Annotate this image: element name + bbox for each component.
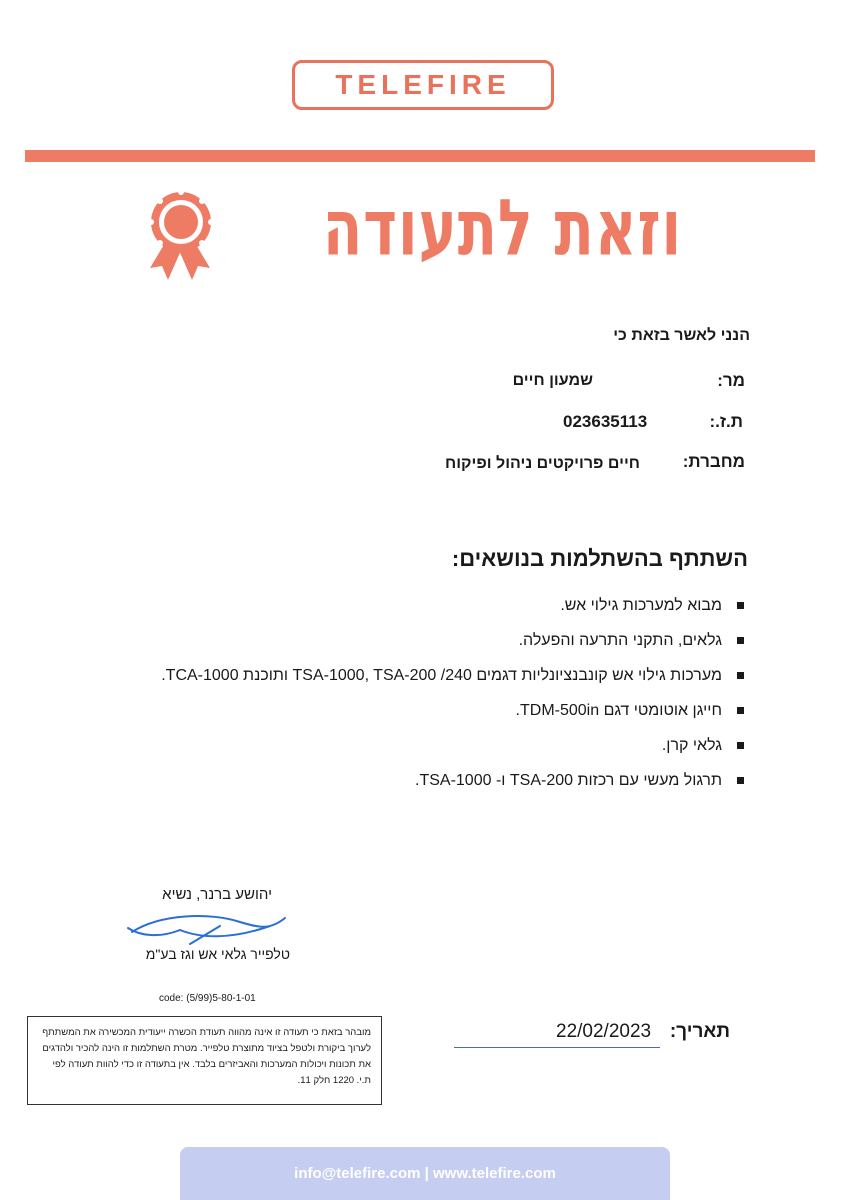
signer-company: טלפייר גלאי אש וגז בע"מ (145, 946, 290, 962)
list-item: גלאים, התקני התרעה והפעלה. (68, 631, 748, 650)
disclaimer-box: מובהר בזאת כי תעודה זו אינה מהווה תעודת הכשרה ייעודית המכשירה את המשתתף לערוך ביקורת ולטפל בציוד מתוצרת טלפייר. מטרת השתלמות זו הינה להכיר ולהדגים את תכונות ויכולות המערכות והאביזרים בלבד. אין בתעודה זו כדי להוות תעודה לפי ת.י. 1220 חלק 11. (27, 1016, 382, 1105)
bullet-icon (737, 672, 744, 679)
list-item: תרגול מעשי עם רכזות TSA-200 ו- TSA-1000. (68, 771, 748, 790)
footer-contact-bar: info@telefire.com | www.telefire.com (180, 1147, 670, 1200)
date-value: 22/02/2023 (556, 1021, 652, 1042)
header-divider (25, 150, 815, 162)
telefire-logo: TELEFIRE (292, 60, 554, 110)
list-item: חייגן אוטומטי דגם TDM-500in. (68, 701, 748, 720)
bullet-icon (737, 602, 744, 609)
award-ribbon-icon (140, 186, 222, 286)
bullet-icon (737, 742, 744, 749)
bullet-icon (737, 707, 744, 714)
date-underline (454, 1047, 660, 1048)
date-label: תאריך: (669, 1021, 730, 1042)
bullet-icon (737, 637, 744, 644)
list-item: גלאי קרן. (68, 736, 748, 755)
handwritten-signature (120, 908, 290, 948)
topics-heading: השתתף בהשתלמות בנושאים: (451, 546, 748, 571)
company-label: מחברת: (682, 452, 745, 471)
id-label: ת.ז.: (709, 412, 743, 431)
id-number: 023635113 (563, 412, 648, 431)
participant-name: שמעון חיים (512, 372, 593, 389)
intro-text: הנני לאשר בזאת כי (613, 327, 750, 344)
list-item: מבוא למערכות גילוי אש. (68, 596, 748, 615)
company-name: חיים פרויקטים ניהול ופיקוח (445, 455, 640, 472)
certificate-title: וזאת לתעודה (322, 182, 682, 274)
list-item: מערכות גילוי אש קונבנציונליות דגמים TSA-1000, TSA-200 /240 ותוכנת TCA-1000. (68, 666, 748, 685)
bullet-icon (737, 777, 744, 784)
signer-name: יהושע ברנר, נשיא (162, 886, 272, 903)
form-code: code: (5/99)5-80-1-01 (159, 993, 256, 1004)
mr-label: מר: (717, 371, 745, 390)
topics-list (68, 596, 748, 806)
